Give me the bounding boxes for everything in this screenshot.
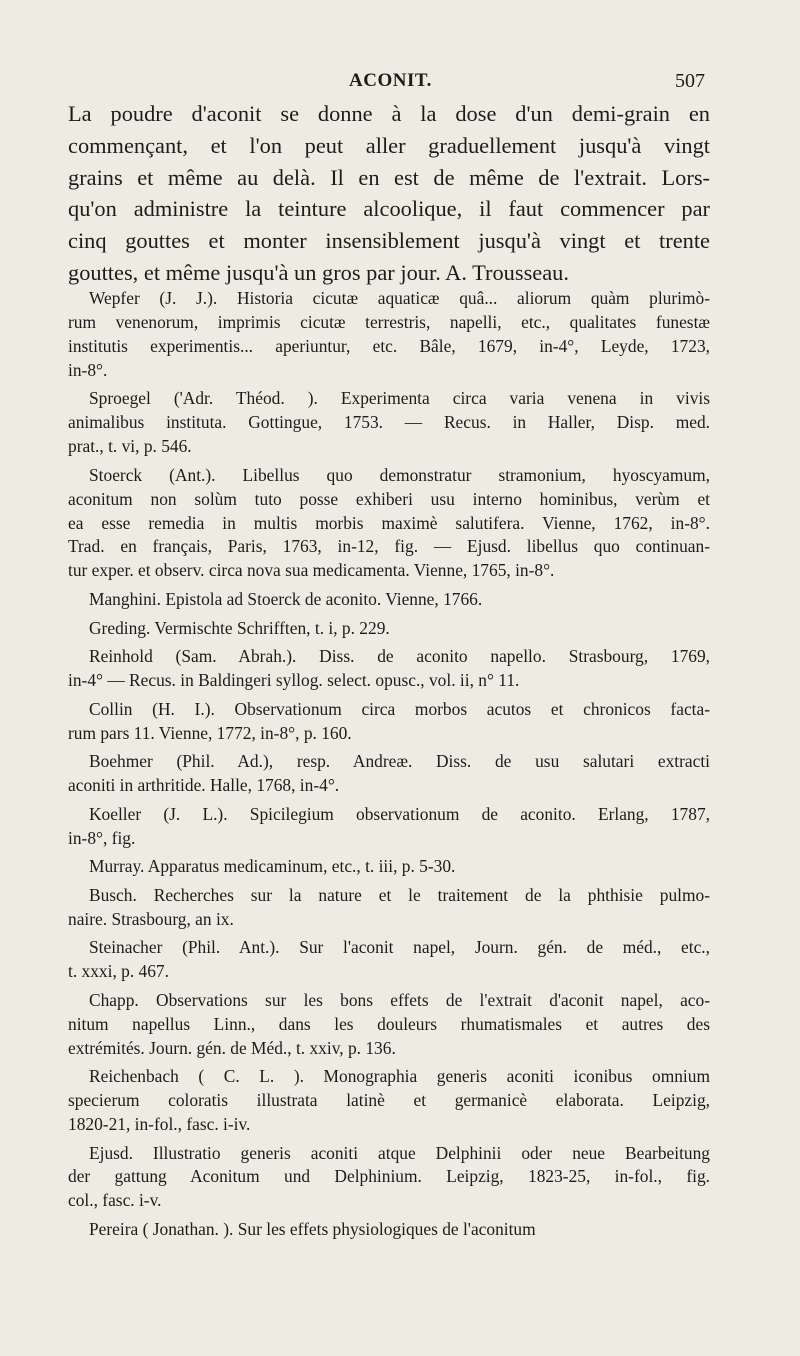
reference-line: in-8°. — [68, 359, 108, 380]
reference-entry — [68, 617, 710, 641]
reference-entry — [68, 936, 710, 984]
reference-line: institutis experimentis... aperiuntur, etc. Bâle, 1679, in-4°, Leyde, 1723, — [68, 335, 710, 356]
running-title: ACONIT. — [349, 70, 432, 91]
reference-line: aconiti in arthritide. Halle, 1768, in-4°. — [68, 775, 340, 796]
reference-line: animalibus instituta. Gottingue, 1753. — Recus. in Haller, Disp. med. — [68, 412, 710, 433]
reference-line: Reinhold (Sam. Abrah.). Diss. de aconito napello. Strasbourg, 1769, — [89, 646, 710, 667]
reference-line: ea esse remedia in multis morbis maximè salutifera. Vienne, 1762, in-8°. — [68, 512, 710, 533]
running-header — [0, 70, 800, 100]
reference-line: naire. Strasbourg, an ix. — [68, 908, 234, 929]
reference-entry — [68, 464, 710, 584]
reference-entry — [68, 645, 710, 693]
reference-line: Greding. Vermischte Schrifften, t. i, p. 229. — [89, 617, 390, 638]
reference-line: Pereira ( Jonathan. ). Sur les effets physiologiques de l'aconitum — [89, 1218, 536, 1239]
reference-entry — [68, 1142, 710, 1214]
reference-line: specierum coloratis illustrata latinè et germanicè elaborata. Leipzig, — [68, 1090, 710, 1111]
reference-line: Manghini. Epistola ad Stoerck de aconito. Vienne, 1766. — [89, 588, 483, 609]
reference-entry — [68, 989, 710, 1061]
reference-line: Wepfer (J. J.). Historia cicutæ aquaticæ quâ... aliorum quàm plurimò- — [89, 288, 710, 308]
text-line: La poudre d'aconit se donne à la dose d'un demi-grain en — [68, 101, 710, 126]
reference-entry — [68, 287, 710, 383]
reference-line: rum venenorum, imprimis cicutæ terrestris, napelli, etc., qualitates funestæ — [68, 311, 710, 332]
reference-line: rum pars 11. Vienne, 1772, in-8°, p. 160. — [68, 722, 352, 743]
bibliography — [68, 287, 710, 1247]
reference-line: Sproegel ('Adr. Théod. ). Experimenta circa varia venena in vivis — [89, 388, 710, 409]
reference-line: in-8°, fig. — [68, 827, 136, 848]
reference-entry — [68, 803, 710, 851]
reference-entry — [68, 884, 710, 932]
reference-entry — [68, 855, 710, 879]
reference-line: Steinacher (Phil. Ant.). Sur l'aconit napel, Journ. gén. de méd., etc., — [89, 937, 710, 958]
reference-entry — [68, 750, 710, 798]
reference-line: Boehmer (Phil. Ad.), resp. Andreæ. Diss. de usu salutari extracti — [89, 751, 710, 772]
reference-line: Reichenbach ( C. L. ). Monographia generis aconiti iconibus omnium — [89, 1066, 710, 1087]
reference-line: Chapp. Observations sur les bons effets de l'extrait d'aconit napel, aco- — [89, 989, 710, 1010]
reference-line: nitum napellus Linn., dans les douleurs rhumatismales et autres des — [68, 1013, 710, 1034]
text-line: cinq gouttes et monter insensiblement jusqu'à vingt et trente — [68, 228, 710, 254]
reference-line: Trad. en français, Paris, 1763, in-12, fig. — Ejusd. libellus quo continuan- — [68, 536, 710, 557]
reference-line: in-4° — Recus. in Baldingeri syllog. select. opusc., vol. ii, n° 11. — [68, 670, 520, 691]
reference-line: t. xxxi, p. 467. — [68, 961, 169, 982]
reference-line: prat., t. vi, p. 546. — [68, 436, 192, 457]
reference-line: col., fasc. i-v. — [68, 1190, 162, 1211]
reference-entry — [68, 1218, 710, 1242]
page-number: 507 — [675, 70, 705, 92]
reference-line: tur exper. et observ. circa nova sua medicamenta. Vienne, 1765, in-8°. — [68, 560, 555, 581]
reference-line: Murray. Apparatus medicaminum, etc., t. iii, p. 5-30. — [89, 856, 456, 877]
reference-line: extrémités. Journ. gén. de Méd., t. xxiv, p. 136. — [68, 1037, 396, 1058]
text-line: gouttes, et même jusqu'à un gros par jour. A. Trousseau. — [68, 259, 569, 285]
body-paragraph — [68, 98, 710, 289]
text-line: qu'on administre la teinture alcoolique, il faut commencer par — [68, 196, 710, 222]
reference-line: Collin (H. I.). Observationum circa morbos acutos et chronicos facta- — [89, 698, 710, 719]
reference-entry — [68, 588, 710, 612]
reference-entry — [68, 387, 710, 459]
reference-entry — [68, 1065, 710, 1137]
text-line: grains et même au delà. Il en est de même de l'extrait. Lors- — [68, 164, 710, 190]
reference-line: Stoerck (Ant.). Libellus quo demonstratur stramonium, hyoscyamum, — [89, 464, 710, 485]
reference-entry — [68, 698, 710, 746]
text-line: commençant, et l'on peut aller graduellement jusqu'à vingt — [68, 132, 710, 158]
reference-line: der gattung Aconitum und Delphinium. Leipzig, 1823-25, in-fol., fig. — [68, 1166, 710, 1187]
reference-line: Busch. Recherches sur la nature et le traitement de la phthisie pulmo- — [89, 884, 710, 905]
reference-line: Ejusd. Illustratio generis aconiti atque Delphinii oder neue Bearbeitung — [89, 1142, 710, 1163]
reference-line: Koeller (J. L.). Spicilegium observationum de aconito. Erlang, 1787, — [89, 803, 710, 824]
reference-line: 1820-21, in-fol., fasc. i-iv. — [68, 1113, 251, 1134]
reference-line: aconitum non solùm tuto posse exhiberi usu interno hominibus, verùm et — [68, 488, 710, 509]
